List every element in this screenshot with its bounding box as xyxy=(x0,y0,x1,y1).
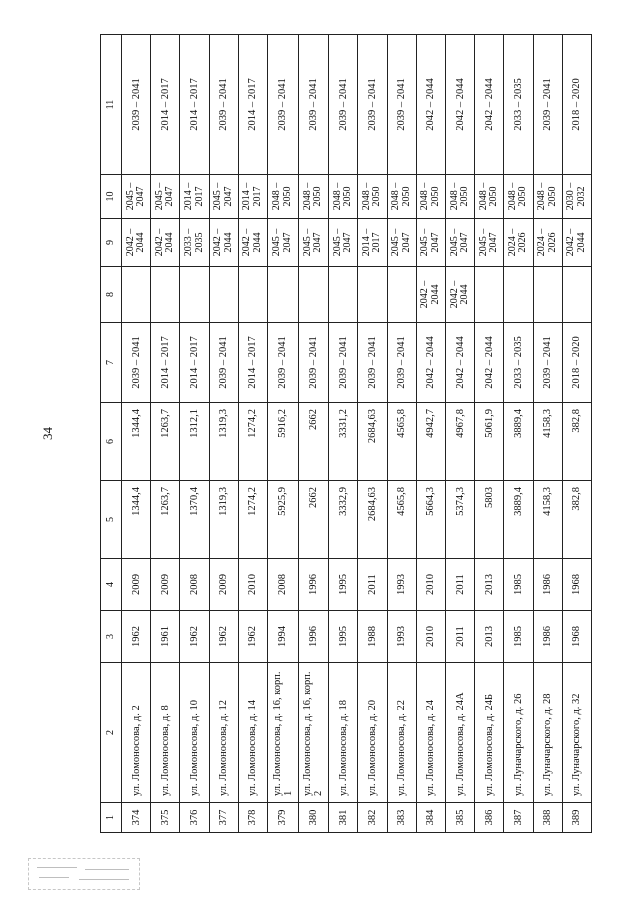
column-header: 5 xyxy=(101,481,122,559)
period-col9-cell: 2014 – 2017 xyxy=(358,219,387,267)
area-total-cell: 2684,63 xyxy=(358,481,387,559)
period-col7-cell: 2039 – 2041 xyxy=(122,323,151,403)
period-col7-cell: 2039 – 2041 xyxy=(358,323,387,403)
table-row xyxy=(416,35,445,833)
area-total-cell: 1370,4 xyxy=(180,481,209,559)
area-living-cell: 3331,2 xyxy=(329,403,358,481)
period-col7-cell: 2039 – 2041 xyxy=(209,323,238,403)
period-col9-cell: 2045 – 2047 xyxy=(416,219,445,267)
area-living-cell: 4565,8 xyxy=(387,403,416,481)
row-number-cell: 385 xyxy=(445,803,474,833)
period-col11-cell: 2042 – 2044 xyxy=(445,35,474,175)
area-total-cell: 5664,3 xyxy=(416,481,445,559)
year-col4-cell: 1985 xyxy=(504,559,533,611)
year-built-cell: 1994 xyxy=(268,611,299,663)
table-row xyxy=(238,35,267,833)
period-col9-cell: 2042 – 2044 xyxy=(122,219,151,267)
area-total-cell: 4565,8 xyxy=(387,481,416,559)
year-col4-cell: 2010 xyxy=(416,559,445,611)
year-col4-cell: 2009 xyxy=(122,559,151,611)
year-built-cell: 1961 xyxy=(151,611,180,663)
period-col11-cell: 2039 – 2041 xyxy=(122,35,151,175)
table-row xyxy=(268,35,299,833)
column-header: 8 xyxy=(101,267,122,323)
period-col11-cell: 2042 – 2044 xyxy=(416,35,445,175)
row-number-cell: 379 xyxy=(268,803,299,833)
address-cell: ул. Ломоносова, д. 8 xyxy=(151,663,180,803)
period-col9-cell: 2042 – 2044 xyxy=(238,219,267,267)
column-header: 10 xyxy=(101,175,122,219)
area-total-cell: 2662 xyxy=(298,481,329,559)
table-row xyxy=(180,35,209,833)
area-total-cell: 5803 xyxy=(475,481,504,559)
period-col11-cell: 2039 – 2041 xyxy=(268,35,299,175)
year-built-cell: 1996 xyxy=(298,611,329,663)
period-col11-cell: 2039 – 2041 xyxy=(298,35,329,175)
row-number-cell: 388 xyxy=(533,803,562,833)
year-built-cell: 2013 xyxy=(475,611,504,663)
period-col7-cell: 2039 – 2041 xyxy=(329,323,358,403)
period-col7-cell: 2039 – 2041 xyxy=(268,323,299,403)
year-col4-cell: 2009 xyxy=(151,559,180,611)
address-cell: ул. Ломоносова, д. 10 xyxy=(180,663,209,803)
table-row xyxy=(209,35,238,833)
period-col11-cell: 2039 – 2041 xyxy=(533,35,562,175)
period-col7-cell: 2014 – 2017 xyxy=(180,323,209,403)
period-col7-cell: 2014 – 2017 xyxy=(238,323,267,403)
period-col8-cell xyxy=(151,267,180,323)
area-living-cell: 4942,7 xyxy=(416,403,445,481)
rotated-table-container xyxy=(100,35,592,833)
period-col10-cell: 2048 – 2050 xyxy=(416,175,445,219)
period-col11-cell: 2039 – 2041 xyxy=(358,35,387,175)
period-col11-cell: 2039 – 2041 xyxy=(329,35,358,175)
period-col10-cell: 2045 – 2047 xyxy=(209,175,238,219)
row-number-cell: 386 xyxy=(475,803,504,833)
table-row xyxy=(445,35,474,833)
area-total-cell: 3332,9 xyxy=(329,481,358,559)
table-row xyxy=(387,35,416,833)
table-row xyxy=(504,35,533,833)
row-number-cell: 375 xyxy=(151,803,180,833)
period-col11-cell: 2039 – 2041 xyxy=(209,35,238,175)
year-col4-cell: 1993 xyxy=(387,559,416,611)
period-col11-cell: 2014 – 2017 xyxy=(238,35,267,175)
row-number-cell: 380 xyxy=(298,803,329,833)
area-living-cell: 1263,7 xyxy=(151,403,180,481)
period-col10-cell: 2048 – 2050 xyxy=(504,175,533,219)
period-col9-cell: 2042 – 2044 xyxy=(562,219,591,267)
period-col8-cell xyxy=(358,267,387,323)
area-living-cell: 1319,3 xyxy=(209,403,238,481)
period-col8-cell xyxy=(238,267,267,323)
year-col4-cell: 2008 xyxy=(180,559,209,611)
period-col9-cell: 2045 – 2047 xyxy=(329,219,358,267)
area-living-cell: 382,8 xyxy=(562,403,591,481)
period-col7-cell: 2018 – 2020 xyxy=(562,323,591,403)
year-built-cell: 1962 xyxy=(180,611,209,663)
period-col10-cell: 2030 – 2032 xyxy=(562,175,591,219)
table-row xyxy=(298,35,329,833)
period-col8-cell xyxy=(504,267,533,323)
period-col10-cell: 2014 – 2017 xyxy=(180,175,209,219)
period-col9-cell: 2042 – 2044 xyxy=(209,219,238,267)
area-total-cell: 1263,7 xyxy=(151,481,180,559)
year-built-cell: 1962 xyxy=(238,611,267,663)
address-cell: ул. Луначарского, д. 28 xyxy=(533,663,562,803)
period-col9-cell: 2045 – 2047 xyxy=(298,219,329,267)
header-row xyxy=(101,35,122,833)
year-built-cell: 1995 xyxy=(329,611,358,663)
period-col8-cell xyxy=(122,267,151,323)
year-built-cell: 1988 xyxy=(358,611,387,663)
area-living-cell: 1274,2 xyxy=(238,403,267,481)
period-col8-cell: 2042 – 2044 xyxy=(416,267,445,323)
period-col11-cell: 2014 – 2017 xyxy=(180,35,209,175)
year-built-cell: 2011 xyxy=(445,611,474,663)
row-number-cell: 387 xyxy=(504,803,533,833)
period-col11-cell: 2039 – 2041 xyxy=(387,35,416,175)
period-col7-cell: 2042 – 2044 xyxy=(445,323,474,403)
period-col11-cell: 2042 – 2044 xyxy=(475,35,504,175)
period-col9-cell: 2045 – 2047 xyxy=(387,219,416,267)
year-col4-cell: 2011 xyxy=(358,559,387,611)
period-col9-cell: 2042 – 2044 xyxy=(151,219,180,267)
row-number-cell: 378 xyxy=(238,803,267,833)
column-header: 2 xyxy=(101,663,122,803)
area-total-cell: 5925,9 xyxy=(268,481,299,559)
year-col4-cell: 2011 xyxy=(445,559,474,611)
period-col7-cell: 2042 – 2044 xyxy=(475,323,504,403)
period-col9-cell: 2045 – 2047 xyxy=(445,219,474,267)
year-built-cell: 1962 xyxy=(209,611,238,663)
address-cell: ул. Ломоносова, д. 24А xyxy=(445,663,474,803)
period-col7-cell: 2042 – 2044 xyxy=(416,323,445,403)
column-header: 9 xyxy=(101,219,122,267)
table-row xyxy=(562,35,591,833)
row-number-cell: 377 xyxy=(209,803,238,833)
page-number: 34 xyxy=(40,427,55,440)
row-number-cell: 381 xyxy=(329,803,358,833)
area-living-cell: 2662 xyxy=(298,403,329,481)
area-total-cell: 3889,4 xyxy=(504,481,533,559)
area-living-cell: 3889,4 xyxy=(504,403,533,481)
area-living-cell: 5061,9 xyxy=(475,403,504,481)
table-row xyxy=(122,35,151,833)
period-col9-cell: 2033 – 2035 xyxy=(180,219,209,267)
period-col8-cell xyxy=(268,267,299,323)
address-cell: ул. Ломоносова, д. 2 xyxy=(122,663,151,803)
period-col8-cell xyxy=(329,267,358,323)
area-living-cell: 1344,4 xyxy=(122,403,151,481)
period-col8-cell xyxy=(180,267,209,323)
table-row xyxy=(151,35,180,833)
period-col8-cell: 2042 – 2044 xyxy=(445,267,474,323)
period-col10-cell: 2048 – 2050 xyxy=(533,175,562,219)
period-col7-cell: 2039 – 2041 xyxy=(387,323,416,403)
area-living-cell: 4158,3 xyxy=(533,403,562,481)
column-header: 3 xyxy=(101,611,122,663)
period-col11-cell: 2033 – 2035 xyxy=(504,35,533,175)
period-col10-cell: 2014 – 2017 xyxy=(238,175,267,219)
column-header: 6 xyxy=(101,403,122,481)
year-built-cell: 1986 xyxy=(533,611,562,663)
period-col7-cell: 2033 – 2035 xyxy=(504,323,533,403)
column-header: 4 xyxy=(101,559,122,611)
area-total-cell: 4158,3 xyxy=(533,481,562,559)
period-col7-cell: 2039 – 2041 xyxy=(533,323,562,403)
address-cell: ул. Ломоносова, д. 12 xyxy=(209,663,238,803)
year-built-cell: 1993 xyxy=(387,611,416,663)
period-col11-cell: 2018 – 2020 xyxy=(562,35,591,175)
period-col10-cell: 2048 – 2050 xyxy=(445,175,474,219)
period-col9-cell: 2045 – 2047 xyxy=(475,219,504,267)
area-living-cell: 4967,8 xyxy=(445,403,474,481)
address-cell: ул. Ломоносова, д. 16, корп. 2 xyxy=(298,663,329,803)
row-number-cell: 382 xyxy=(358,803,387,833)
period-col7-cell: 2039 – 2041 xyxy=(298,323,329,403)
address-cell: ул. Ломоносова, д. 22 xyxy=(387,663,416,803)
year-col4-cell: 2009 xyxy=(209,559,238,611)
period-col10-cell: 2048 – 2050 xyxy=(329,175,358,219)
column-header: 1 xyxy=(101,803,122,833)
year-col4-cell: 2013 xyxy=(475,559,504,611)
period-col10-cell: 2045 – 2047 xyxy=(122,175,151,219)
period-col9-cell: 2024 – 2026 xyxy=(533,219,562,267)
area-total-cell: 1274,2 xyxy=(238,481,267,559)
year-col4-cell: 2008 xyxy=(268,559,299,611)
data-table xyxy=(100,34,592,833)
year-col4-cell: 1986 xyxy=(533,559,562,611)
year-col4-cell: 1996 xyxy=(298,559,329,611)
period-col10-cell: 2048 – 2050 xyxy=(268,175,299,219)
area-living-cell: 5916,2 xyxy=(268,403,299,481)
address-cell: ул. Ломоносова, д. 16, корп. 1 xyxy=(268,663,299,803)
table-row xyxy=(533,35,562,833)
table-row xyxy=(475,35,504,833)
period-col8-cell xyxy=(533,267,562,323)
row-number-cell: 389 xyxy=(562,803,591,833)
period-col8-cell xyxy=(209,267,238,323)
address-cell: ул. Луначарского, д. 32 xyxy=(562,663,591,803)
period-col9-cell: 2045 – 2047 xyxy=(268,219,299,267)
column-header: 7 xyxy=(101,323,122,403)
column-header: 11 xyxy=(101,35,122,175)
area-total-cell: 382,8 xyxy=(562,481,591,559)
period-col8-cell xyxy=(562,267,591,323)
period-col8-cell xyxy=(298,267,329,323)
row-number-cell: 376 xyxy=(180,803,209,833)
period-col9-cell: 2024 – 2026 xyxy=(504,219,533,267)
period-col10-cell: 2045 – 2047 xyxy=(151,175,180,219)
address-cell: ул. Ломоносова, д. 24Б xyxy=(475,663,504,803)
table-row xyxy=(358,35,387,833)
table-row xyxy=(329,35,358,833)
row-number-cell: 383 xyxy=(387,803,416,833)
year-built-cell: 1962 xyxy=(122,611,151,663)
area-total-cell: 5374,3 xyxy=(445,481,474,559)
table-body xyxy=(122,35,592,833)
address-cell: ул. Ломоносова, д. 18 xyxy=(329,663,358,803)
year-col4-cell: 1968 xyxy=(562,559,591,611)
period-col8-cell xyxy=(387,267,416,323)
year-built-cell: 2010 xyxy=(416,611,445,663)
period-col10-cell: 2048 – 2050 xyxy=(358,175,387,219)
period-col8-cell xyxy=(475,267,504,323)
row-number-cell: 374 xyxy=(122,803,151,833)
scan-stamp xyxy=(28,858,140,890)
period-col10-cell: 2048 – 2050 xyxy=(387,175,416,219)
address-cell: ул. Ломоносова, д. 20 xyxy=(358,663,387,803)
area-total-cell: 1344,4 xyxy=(122,481,151,559)
address-cell: ул. Ломоносова, д. 24 xyxy=(416,663,445,803)
year-col4-cell: 2010 xyxy=(238,559,267,611)
year-col4-cell: 1995 xyxy=(329,559,358,611)
year-built-cell: 1968 xyxy=(562,611,591,663)
period-col10-cell: 2048 – 2050 xyxy=(475,175,504,219)
address-cell: ул. Ломоносова, д. 14 xyxy=(238,663,267,803)
area-living-cell: 2684,63 xyxy=(358,403,387,481)
period-col10-cell: 2048 – 2050 xyxy=(298,175,329,219)
area-total-cell: 1319,3 xyxy=(209,481,238,559)
year-built-cell: 1985 xyxy=(504,611,533,663)
period-col11-cell: 2014 – 2017 xyxy=(151,35,180,175)
address-cell: ул. Луначарского, д. 26 xyxy=(504,663,533,803)
area-living-cell: 1312,1 xyxy=(180,403,209,481)
row-number-cell: 384 xyxy=(416,803,445,833)
period-col7-cell: 2014 – 2017 xyxy=(151,323,180,403)
